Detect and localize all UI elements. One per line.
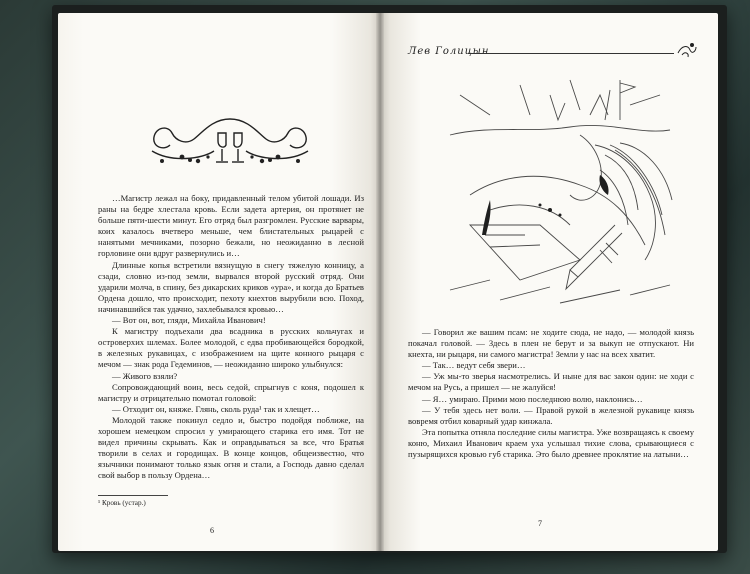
paragraph: …Магистр лежал на боку, придавленный телом убитой лошади. Из раны на бедре хлестала кровь. Если задета артерия, он протянет не больше пяти-шести минут. Его отряд был разгромлен. Русские варвары, коих казалось вчетверо меньше, чем блистательных рыцарей с нанятыми мечниками, позорно бежали, но неожиданно в лесной горловине они вдруг развернулись и… xyxy=(98,193,364,259)
open-book xyxy=(52,5,727,553)
paragraph: Длинные копья встретили вязнущую в снегу тяжелую конницу, а сзади, словно из-под земли, вырвался второй русский отряд. Они ударили молча, в спину, без дикарских криков «ура», и когда до Братьев Ордена дошло, что происходит, пехоту кнехтов вырубили всю. Поход, начинавшийся так удачно, захлебывался кровью… xyxy=(98,259,364,314)
paragraph: Эта попытка отняла последние силы магистра. Уже возвращаясь к своему коню, Михаил Иванович краем уха услышал тихие слова, срывающиеся с пузырящихся кровью губ старика. Это было древнее проклятие на латыни… xyxy=(408,426,694,460)
paragraph: — Вот он, вот, гляди, Михайла Иванович! xyxy=(112,315,266,326)
left-page xyxy=(58,13,380,551)
header-rule xyxy=(468,53,674,54)
right-page-text xyxy=(408,327,694,460)
page-number-right: 7 xyxy=(538,519,542,528)
page-number-left: 6 xyxy=(210,526,214,535)
paragraph: — У тебя здесь нет воли. — Правой рукой в железной рукавице князь вовремя отбил коварный удар кинжала. xyxy=(408,404,694,426)
paragraph: — Говорил же вашим псам: не ходите сюда, не надо, — молодой князь покачал головой. — Здесь в плен не берут и за выкуп не отпускают. Ни кнехта, ни рыцаря, ни самого магистра! Земли у нас на всех хватит. xyxy=(408,327,694,360)
header-ornament-icon xyxy=(676,41,698,59)
chapter-ornament-icon xyxy=(142,111,318,171)
paragraph: — Отходит он, княже. Глянь, сколь руда¹ так и хлещет… xyxy=(112,403,320,414)
paragraph: Сопровождающий воин, весь седой, спрыгнув с коня, подошел к магистру и отрицательно помотал головой: xyxy=(98,381,364,403)
paragraph: — Живого взяли? xyxy=(112,370,178,381)
footnote-rule xyxy=(98,495,168,496)
left-page-text xyxy=(98,193,364,481)
paragraph: Молодой также покинул седло и, быстро подойдя поближе, на хорошем немецком спросил у умирающего старика его имя. Тот не видел причины скрывать. Как и оправдываться за все, что Братья творили в селах и городищах. В конце концов, общеизвестно, что язычники понимают только язык огня и стали, а Господь давно сделал свой выбор в пользу Ордена… xyxy=(98,414,364,481)
illustration-dying-knight xyxy=(430,75,680,315)
paragraph: — Уж мы-то зверья насмотрелись. И ныне для вас закон один: не ходи с мечом на Русь, а пришел — не жалуйся! xyxy=(408,371,694,393)
paragraph: К магистру подъехали два всадника в русских кольчугах и островерхих шлемах. Более молодой, с едва пробивающейся бородкой, в железных рукавицах, с изображением на щите конного рыцаря с мечом — знак рода Гедеминов, — неожиданно широко улыбнулся: xyxy=(98,326,364,370)
running-head: Лев Голицын xyxy=(408,46,490,57)
footnote: ¹ Кровь (устар.) xyxy=(98,499,146,507)
paragraph: — Так… ведут себя звери… xyxy=(422,360,526,371)
right-page xyxy=(380,13,718,551)
paragraph: — Я… умираю. Прими мою последнюю волю, наклонись… xyxy=(422,393,643,404)
